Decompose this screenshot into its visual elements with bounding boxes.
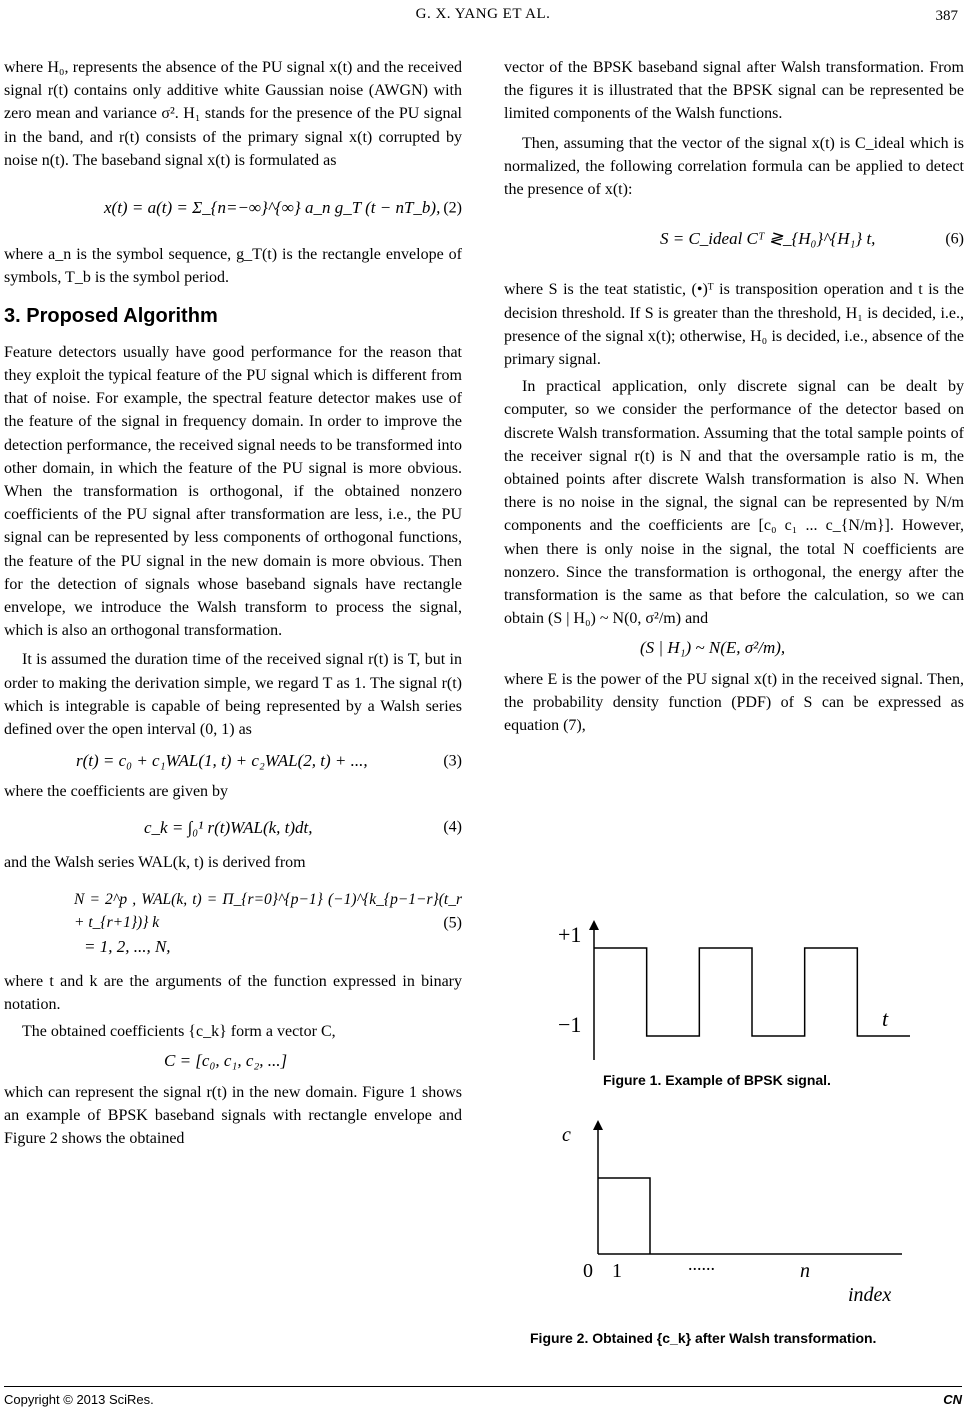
equation-body: N = 2^p , WAL(k, t) = Π_{r=0}^{p−1} (−1)^{k_{p−1−r}(t_r + t_{r+1})} k bbox=[74, 891, 462, 932]
figure-1-caption: Figure 1. Example of BPSK signal. bbox=[603, 1072, 831, 1088]
paragraph: and the Walsh series WAL(k, t) is derived from bbox=[4, 853, 306, 871]
running-head: G. X. YANG ET AL. bbox=[415, 6, 551, 22]
equation-4 bbox=[4, 816, 462, 839]
label-index: index bbox=[848, 1284, 892, 1306]
section-title: 3. Proposed Algorithm bbox=[4, 304, 218, 327]
equation-3 bbox=[4, 749, 462, 772]
label-one: 1 bbox=[612, 1260, 622, 1282]
figure-1-plot bbox=[550, 920, 920, 1060]
label-zero: 0 bbox=[583, 1260, 593, 1282]
page-number: 387 bbox=[935, 8, 958, 24]
figure-2 bbox=[550, 1120, 920, 1320]
copyright: Copyright © 2013 SciRes. bbox=[4, 1392, 154, 1407]
equation-number: (3) bbox=[443, 752, 462, 770]
paragraph: where H₀, represents the absence of the PU signal x(t) and the received signal r(t) contains only additive white Gaussian noise (AWGN) with zero mean and variance σ². H₁ stands for the presence of the PU signal in the band, and r(t) consists of the primary signal x(t) corrupted by noise n(t). The baseband signal x(t) is formulated as bbox=[4, 59, 462, 169]
journal-abbreviation: CN bbox=[943, 1392, 962, 1407]
equation-5 bbox=[4, 888, 462, 958]
equation-c bbox=[4, 1049, 462, 1072]
label-t: t bbox=[882, 1006, 889, 1031]
paragraph: It is assumed the duration time of the received signal r(t) is T, but in order to making the derivation simple, we regard T as 1. The signal r(t) which is integrable is capable of being represented by a Walsh series defined over the open interval (0, 1) as bbox=[4, 651, 462, 739]
figure-1 bbox=[550, 920, 920, 1060]
label-n: n bbox=[800, 1260, 810, 1282]
page-header bbox=[0, 6, 966, 32]
equation-body: S = C_ideal Cᵀ ≷_{H₀}^{H₁} t, bbox=[660, 229, 876, 249]
y-axis-arrow bbox=[593, 1120, 603, 1130]
equation-number: (4) bbox=[443, 818, 462, 836]
equation-body: = 1, 2, ..., N, bbox=[84, 936, 171, 956]
label-dots: ...... bbox=[688, 1254, 715, 1274]
paragraph: Then, assuming that the vector of the signal x(t) is C_ideal which is normalized, the following correlation formula can be applied to detect the presence of x(t): bbox=[504, 134, 964, 199]
equation-2 bbox=[4, 196, 462, 219]
paragraph: where the coefficients are given by bbox=[4, 783, 229, 801]
label-minus-one: −1 bbox=[558, 1012, 582, 1037]
equation-body: c_k = ∫₀¹ r(t)WAL(k, t)dt, bbox=[144, 817, 313, 837]
paragraph: which can represent the signal r(t) in the new domain. Figure 1 shows an example of BPSK baseband signals with rectangle envelope and Figure 2 shows the obtained bbox=[4, 1083, 462, 1147]
equation-body: r(t) = c₀ + c₁WAL(1, t) + c₂WAL(2, t) + ..., bbox=[76, 751, 368, 771]
label-c: c bbox=[562, 1124, 571, 1146]
equation-number: (6) bbox=[945, 230, 964, 248]
paragraph: The obtained coefficients {c_k} form a vector C, bbox=[22, 1023, 336, 1041]
equation-body: (S | H₁) ~ N(E, σ²/m), bbox=[640, 638, 786, 658]
figure-2-caption: Figure 2. Obtained {c_k} after Walsh transformation. bbox=[530, 1330, 877, 1346]
equation-6 bbox=[504, 227, 964, 250]
equation-number: (2) bbox=[443, 199, 462, 217]
paragraph: Feature detectors usually have good performance for the reason that they exploit the typical feature of the PU signal which is different from that of noise. For example, the spectral feature detector makes use of the feature of the signal in frequency domain. In order to improve the detection performance, the received signal needs to be transformed into other domain, in which the feature of the PU signal is more obvious. When the transformation is orthogonal, if the obtained nonzero coefficients of the PU signal after transformation are less, i.e., the PU signal can be represented by less components of orthogonal functions, the feature of the PU signal in the new domain is more obvious. Then for the detection of signals whose baseband signals have rectangle envelope, we introduce the Walsh transform to process the signal, which is also an orthogonal transformation. bbox=[4, 343, 462, 640]
right-column bbox=[504, 56, 964, 737]
coefficient-block bbox=[598, 1178, 650, 1254]
equation-body: x(t) = a(t) = Σ_{n=−∞}^{∞} a_n g_T (t − nT_b), bbox=[104, 198, 441, 218]
paragraph: In practical application, only discrete signal can be dealt by computer, so we consider the performance of the detector based on discrete Walsh transformation. Assuming that the total sample points of the receiver signal r(t) is N and that the oversample ratio is m, the obtained points after discrete Walsh transformation is also N. When there is no noise in the signal, the signal can be represented by N/m components and the coefficients are [c₀ c₁ ... c_{N/m}]. However, when there is only noise in the signal, the total N coefficients are nonzero. Since the transformation is orthogonal, the energy after the transformation is the same as that before the calculation, so we can obtain (S | H₀) ~ N(0, σ²/m) and bbox=[504, 378, 964, 628]
y-axis-arrow bbox=[589, 920, 599, 930]
equation-body: C = [c₀, c₁, c₂, ...] bbox=[164, 1051, 288, 1071]
bpsk-waveform bbox=[594, 948, 910, 1036]
paragraph: vector of the BPSK baseband signal after Walsh transformation. From the figures it is illustrated that the BPSK signal can be represented be limited components of the Walsh functions. bbox=[504, 59, 964, 123]
paragraph: where S is the teat statistic, (•)ᵀ is transposition operation and t is the decision threshold. If S is greater than the threshold, H₁ is decided, i.e., presence of the signal x(t); otherwise, H₀ is decided, i.e., absence of the primary signal. bbox=[504, 281, 964, 369]
equation-number: (5) bbox=[443, 914, 462, 932]
page-footer bbox=[4, 1386, 962, 1411]
paragraph: where t and k are the arguments of the function expressed in binary notation. bbox=[4, 972, 462, 1013]
paragraph: where E is the power of the PU signal x(t) in the received signal. Then, the probability density function (PDF) of S can be expressed as equation (7), bbox=[504, 670, 964, 735]
left-column bbox=[4, 56, 462, 1150]
paragraph: where a_n is the symbol sequence, g_T(t) is the rectangle envelope of symbols, T_b is the symbol period. bbox=[4, 246, 462, 287]
equation-h1 bbox=[504, 636, 964, 659]
label-plus-one: +1 bbox=[558, 922, 582, 947]
